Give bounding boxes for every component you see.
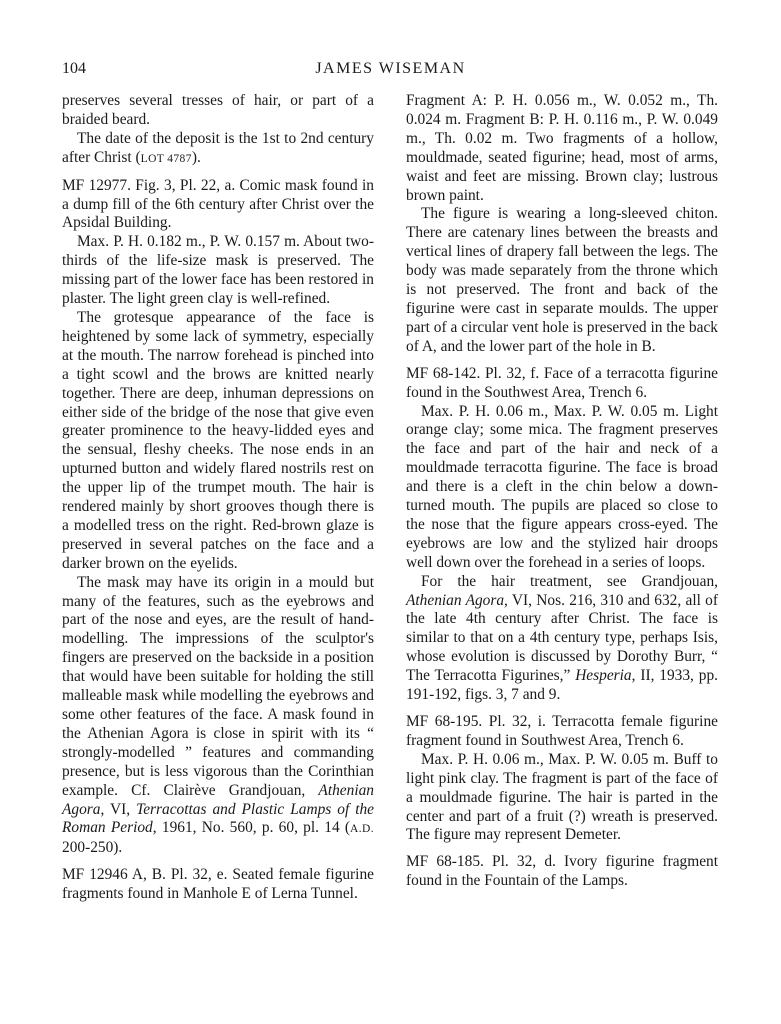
paragraph-hair-treatment: For the hair treatment, see Grandjouan, Athenian Agora, VI, Nos. 216, 310 and 632, all of the late 4th century after Christ. The face is similar to that on a 4th century type, perhaps Isis, whose evolution is discussed by Dorothy Burr, “ The Terracotta Figurines,” Hesperia, II, 1933, pp. 191-192, figs. 3, 7 and 9. (406, 572, 718, 704)
entry-mf-12946: MF 12946 A, B. Pl. 32, e. Seated female figurine fragments found in Manhole E of Lerna Tunnel. (62, 866, 374, 903)
paragraph-figure-description: The figure is wearing a long-sleeved chiton. There are catenary lines between the breasts and vertical lines of drapery fall between the legs. The body was made separately from the throne which is not preserved. The front and back of the figurine were cast in separate moulds. The upper part of a circular vent hole is preserved in the back of A, and the lower part of the hole in B. (406, 205, 718, 355)
paragraph-tresses: preserves several tresses of hair, or part of a braided beard. (62, 92, 374, 128)
paragraph-mask-origin: The mask may have its origin in a mould but many of the features, such as the eyebrows and part of the nose and eyes, are the result of hand-modelling. The impressions of the sculptor's fingers are preserved on the backside in a position that would have been suitable for holding the still malleable mask while modelling the eyebrows and some other features of the face. A mask found in the Athenian Agora is close in spirit with its “ strongly-modelled ” features and commanding presence, but is less vigorous than the Corinthian example. Cf. Clairève Grandjouan, Athenian Agora, VI, Terracottas and Plastic Lamps of the Roman Period, 1961, No. 560, p. 60, pl. 14 (A.D. 200-250). (62, 573, 375, 857)
paragraph-fragment-dimensions: Fragment A: P. H. 0.056 m., W. 0.052 m., Th. 0.024 m. Fragment B: P. H. 0.116 m., P. W. 0.049 m., Th. 0.02 m. Two fragments of a hollow, mouldmade, seated figurine; head, most of arms, waist and feet are missing. Brown clay; lustrous brown paint. (406, 92, 718, 204)
running-head: JAMES WISEMAN (315, 60, 466, 77)
citation-athenian-agora: Athenian Agora (406, 591, 505, 609)
paragraph-mask-description: The grotesque appearance of the face is heightened by some lack of symmetry, especially at the mouth. The narrow forehead is pinched into a tight scowl and the brows are knitted nearly together. There are deep, inhuman depressions on either side of the bridge of the nose that give even greater prominence to the heavy-lidded eyes and the sensual, fleshy cheeks. The nose ends in an upturned button and widely flared nostrils rest on the upper lip of the trumpet mouth. The hair is rendered mainly by short grooves though there is a modelled tress on the right. Red-brown glaze is preserved in several patches on the face and a darker brown on the eyelids. (62, 308, 374, 572)
lot-reference: LOT 4787 (140, 152, 192, 165)
citation-terracottas-title: Terracottas and Plastic Lamps of the Roman Period (62, 800, 374, 837)
paragraph-deposit-date: The date of the deposit is the 1st to 2nd century after Christ (LOT 4787). (62, 129, 374, 166)
page-number: 104 (62, 60, 86, 77)
citation-hesperia: Hesperia (575, 667, 632, 685)
paragraph-mask-dimensions: Max. P. H. 0.182 m., P. W. 0.157 m. About two-thirds of the life-size mask is preserved. The missing part of the lower face has been restored in plaster. The light green clay is well-refined. (62, 233, 374, 308)
citation-athenian-agora: Athenian Agora (62, 781, 374, 818)
paragraph-face-description: Max. P. H. 0.06 m., Max. P. W. 0.05 m. Light orange clay; some mica. The fragment preserves the face and part of the hair and neck of a mouldmade terracotta figurine. The face is broad and there is a cleft in the chin below a down-turned mouth. The pupils are placed so close to the nose that the figure appears cross-eyed. The eyebrows are low and the stylized hair droops well down over the forehead in a series of loops. (406, 402, 718, 571)
right-column (406, 92, 718, 891)
entry-mf-68-185: MF 68-185. Pl. 32, d. Ivory figurine fragment found in the Fountain of the Lamps. (406, 853, 718, 890)
era-abbreviation: A.D. (350, 823, 375, 836)
paragraph-female-fragment: Max. P. H. 0.06 m., Max. P. W. 0.05 m. Buff to light pink clay. The fragment is part of the face of a mouldmade figurine. The hair is parted in the center and part of a fruit (?) wreath is preserved. The figure may represent Demeter. (406, 750, 718, 844)
entry-mf-68-195: MF 68-195. Pl. 32, i. Terracotta female figurine fragment found in Southwest Area, Trench 6. (406, 713, 718, 749)
entry-mf-68-142: MF 68-142. Pl. 32, f. Face of a terracotta figurine found in the Southwest Area, Trench 6. (406, 364, 718, 401)
entry-mf-12977: MF 12977. Fig. 3, Pl. 22, a. Comic mask found in a dump fill of the 6th century after Christ over the Apsidal Building. (62, 176, 374, 232)
left-column (62, 92, 374, 904)
